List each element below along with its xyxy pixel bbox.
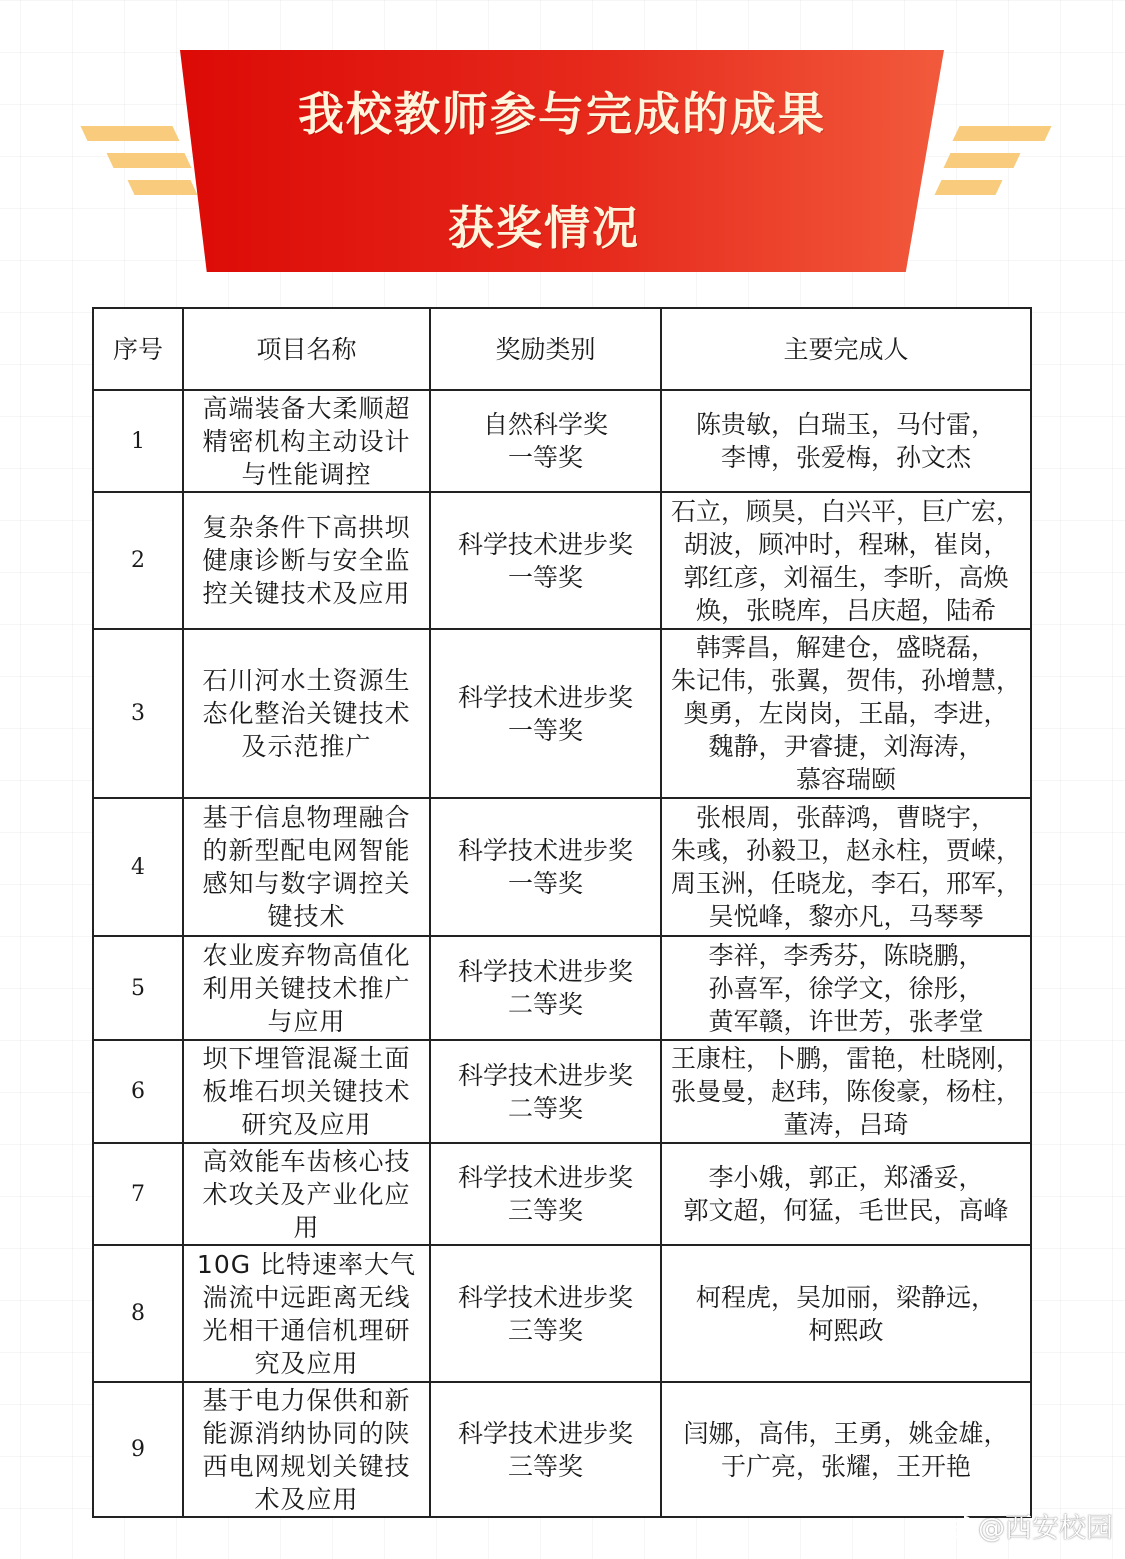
decorative-stripe-left-3: [128, 180, 198, 195]
main-contributors-line: 李博，张爱梅，孙文杰: [720, 443, 971, 472]
row-number: 1: [93, 390, 183, 492]
award-category-line: 科学技术进步奖: [457, 836, 633, 865]
award-category-line: 科学技术进步奖: [457, 1418, 633, 1448]
main-contributors-line: 吴悦峰，黎亦凡，马琴琴: [708, 902, 984, 931]
project-name-line: 湍流中远距离无线: [202, 1282, 411, 1312]
table-row: [93, 936, 1031, 1040]
main-contributors-line: 于广亮，张耀，王开艳: [720, 1451, 971, 1481]
project-name: [183, 492, 430, 629]
project-name-line: 能源消纳协同的陕: [202, 1418, 411, 1448]
project-name-line: 健康诊断与安全监: [202, 546, 411, 575]
watermark: [944, 1506, 1113, 1545]
row-number: 7: [93, 1143, 183, 1245]
project-name-line: 板堆石坝关键技术: [202, 1077, 411, 1106]
project-name-line: 键技术: [267, 902, 346, 931]
main-contributors-line: 陈贵敏，白瑞玉，马付雷，: [695, 410, 996, 439]
main-contributors-line: 黄军赣，许世芳，张孝堂: [708, 1006, 984, 1036]
row-number: 9: [93, 1382, 183, 1517]
main-contributors-line: 闫娜，高伟，王勇，姚金雄，: [683, 1418, 1009, 1448]
project-name-line: 的新型配电网智能: [202, 836, 411, 865]
project-name-line: 复杂条件下高拱坝: [202, 513, 411, 542]
award-category-line: 三等奖: [507, 1451, 583, 1481]
row-number: 5: [93, 936, 183, 1040]
main-contributors-line: 郭文超，何猛，毛世民，高峰: [683, 1196, 1009, 1225]
row-number: 6: [93, 1040, 183, 1143]
main-contributors-line: 石立，顾昊，白兴平，巨广宏，: [670, 496, 1021, 526]
project-name: [183, 1143, 430, 1245]
project-name: [183, 390, 430, 492]
header-number: 序号: [93, 308, 183, 390]
award-category: [430, 390, 661, 492]
project-name-line: 与应用: [267, 1006, 346, 1036]
main-contributors: [661, 492, 1031, 629]
row-number: 2: [93, 492, 183, 629]
awards-table: [92, 307, 1032, 1518]
award-category-line: 科学技术进步奖: [457, 529, 633, 559]
main-contributors-line: 张根周，张薛鸿，曹晓宇，: [695, 803, 996, 832]
main-contributors-line: 柯熙政: [808, 1315, 884, 1345]
award-category-line: 科学技术进步奖: [457, 1282, 633, 1312]
main-contributors: [661, 1245, 1031, 1382]
decorative-stripe-right-3: [935, 180, 1003, 195]
table-row: [93, 1040, 1031, 1143]
project-name-line: 控关键技术及应用: [202, 579, 411, 608]
project-name-line: 术及应用: [254, 1484, 359, 1514]
main-contributors-line: 张曼曼，赵玮，陈俊豪，杨柱，: [670, 1077, 1021, 1106]
main-contributors-line: 柯程虎，吴加丽，梁静远，: [695, 1282, 996, 1312]
award-category: [430, 798, 661, 936]
project-name-line: 究及应用: [254, 1348, 359, 1378]
title-line-1: 我校教师参与完成的成果: [298, 87, 826, 141]
table-row: [93, 1245, 1031, 1382]
award-category-line: 三等奖: [507, 1196, 583, 1225]
row-number: 8: [93, 1245, 183, 1382]
row-number: 4: [93, 798, 183, 936]
main-contributors-line: 李祥，李秀芬，陈晓鹏，: [708, 940, 984, 970]
project-name: [183, 629, 430, 798]
header-main-contributors: 主要完成人: [661, 308, 1031, 390]
project-name-line: 术攻关及产业化应: [202, 1179, 411, 1209]
project-name: [183, 936, 430, 1040]
award-category-line: 科学技术进步奖: [457, 682, 633, 712]
main-contributors-line: 孙喜军，徐学文，徐彤，: [708, 973, 984, 1003]
award-category-line: 科学技术进步奖: [457, 1060, 633, 1090]
row-number: 3: [93, 629, 183, 798]
project-name-line: 高效能车齿核心技: [202, 1146, 411, 1176]
project-name-line: 感知与数字调控关: [202, 869, 411, 898]
project-name: [183, 1040, 430, 1143]
award-category-line: 二等奖: [507, 1093, 583, 1123]
main-contributors: [661, 390, 1031, 492]
main-contributors-line: 王康柱，卜鹏，雷艳，杜晓刚，: [670, 1044, 1021, 1073]
project-name: [183, 798, 430, 936]
table-row: [93, 1382, 1031, 1517]
project-name-line: 精密机构主动设计: [202, 426, 411, 456]
table-row: [93, 492, 1031, 629]
award-category-line: 一等奖: [507, 869, 583, 898]
main-contributors-line: 慕容瑞颐: [795, 765, 896, 794]
project-name-line: 利用关键技术推广: [202, 973, 411, 1003]
award-category: [430, 1040, 661, 1143]
main-contributors: [661, 629, 1031, 798]
project-name: [183, 1382, 430, 1517]
main-contributors-line: 朱记伟，张翼，贺伟，孙增慧，: [670, 666, 1021, 695]
project-name-line: 西电网规划关键技: [202, 1451, 411, 1481]
project-name-line: 用: [293, 1212, 320, 1242]
award-category: [430, 936, 661, 1040]
decorative-stripe-left-1: [81, 126, 180, 141]
main-contributors: [661, 1382, 1031, 1517]
main-contributors-line: 朱彧，孙毅卫，赵永柱，贾嵘，: [670, 836, 1021, 865]
award-category-line: 科学技术进步奖: [457, 1163, 633, 1192]
main-contributors-line: 周玉洲，任晓龙，李石，邢军，: [670, 869, 1021, 898]
award-category: [430, 1143, 661, 1245]
main-contributors-line: 焕，张晓库，吕庆超，陆希: [695, 595, 996, 625]
project-name-line: 坝下埋管混凝土面: [202, 1044, 411, 1073]
award-category-line: 一等奖: [507, 562, 583, 592]
decorative-stripe-left-2: [107, 153, 192, 168]
table-body: [93, 390, 1031, 1517]
award-category: [430, 1382, 661, 1517]
project-name-line: 光相干通信机理研: [202, 1315, 411, 1345]
watermark-text: @西安校园: [978, 1513, 1113, 1544]
main-contributors: [661, 936, 1031, 1040]
decorative-stripe-right-1: [953, 126, 1052, 141]
project-name-line: 基于信息物理融合: [202, 803, 411, 832]
table-header-row: [93, 308, 1031, 390]
title-line-2: 获奖情况: [448, 201, 640, 255]
project-name-line: 研究及应用: [241, 1110, 372, 1139]
main-contributors: [661, 1040, 1031, 1143]
table-row: [93, 1143, 1031, 1245]
weibo-icon: [944, 1513, 974, 1539]
project-name-line: 态化整治关键技术: [202, 699, 411, 728]
project-name-line: 与性能调控: [241, 459, 372, 489]
header-award-category: 奖励类别: [430, 308, 661, 390]
project-name-line: 农业废弃物高值化: [202, 940, 411, 970]
award-category-line: 自然科学奖: [482, 410, 608, 439]
award-category-line: 一等奖: [507, 443, 583, 472]
award-category-line: 二等奖: [507, 990, 583, 1019]
award-category: [430, 629, 661, 798]
project-name-line: 基于电力保供和新: [202, 1385, 411, 1415]
main-contributors-line: 奥勇，左岗岗，王晶，李进，: [683, 699, 1009, 728]
table-row: [93, 629, 1031, 798]
main-contributors-line: 胡波，顾冲时，程琳，崔岗，: [683, 529, 1009, 559]
table-row: [93, 390, 1031, 492]
project-name-line: 高端装备大柔顺超: [202, 393, 411, 423]
header-project-name: 项目名称: [183, 308, 430, 390]
project-name-line: 石川河水土资源生: [202, 666, 411, 695]
award-category-line: 一等奖: [507, 715, 583, 745]
award-category-line: 科学技术进步奖: [457, 957, 633, 986]
main-contributors: [661, 798, 1031, 936]
main-contributors-line: 李小娥，郭正，郑潘妥，: [708, 1163, 984, 1192]
main-contributors-line: 韩霁昌，解建仓，盛晓磊，: [695, 633, 996, 662]
decorative-stripe-right-2: [944, 153, 1021, 168]
project-name: [183, 1245, 430, 1382]
project-name-line: 10G 比特速率大气: [196, 1249, 417, 1279]
award-category: [430, 1245, 661, 1382]
main-contributors-line: 魏静，尹睿捷，刘海涛，: [708, 732, 984, 761]
main-contributors-line: 郭红彦，刘福生，李昕，高焕: [683, 562, 1009, 592]
main-contributors: [661, 1143, 1031, 1245]
award-category: [430, 492, 661, 629]
main-contributors-line: 董涛，吕琦: [783, 1110, 909, 1139]
table-row: [93, 798, 1031, 936]
award-category-line: 三等奖: [507, 1315, 583, 1345]
project-name-line: 及示范推广: [241, 732, 372, 761]
